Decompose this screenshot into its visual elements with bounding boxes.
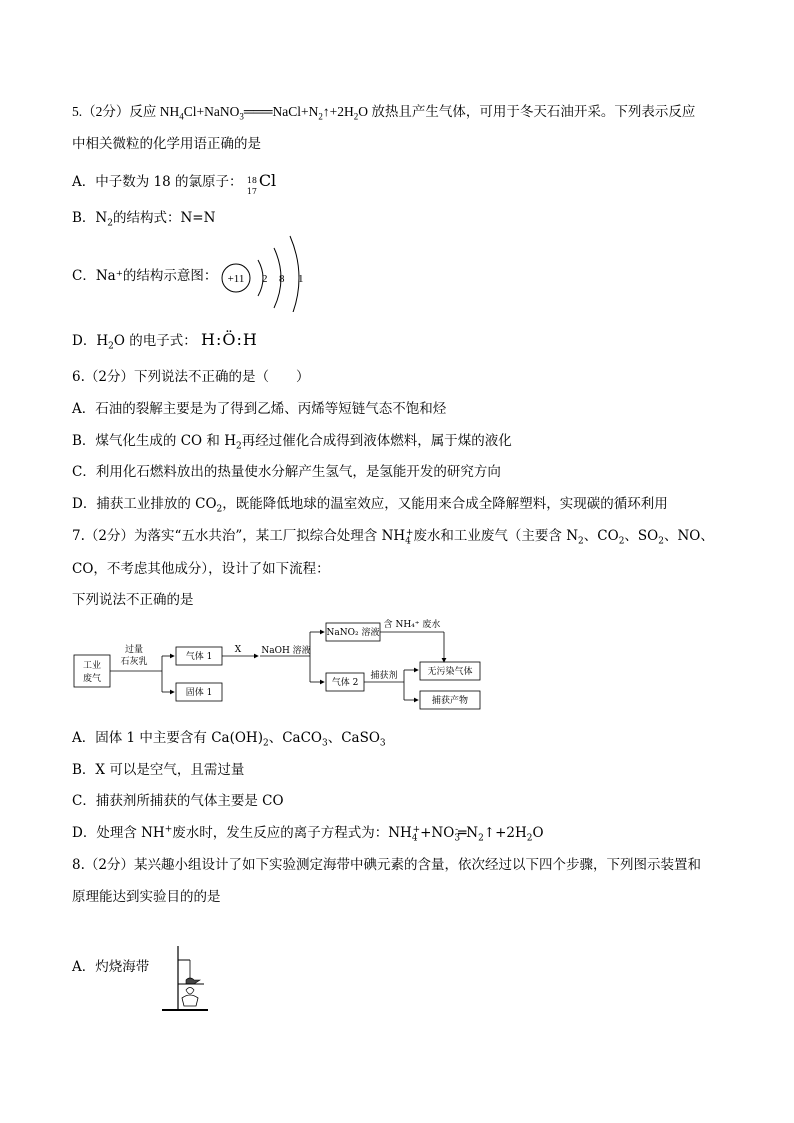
gas1-label: 气体 1 <box>185 652 213 662</box>
nh4-waste-label: 含 NH₄⁺ 废水 <box>383 620 441 630</box>
q8-stem-line2: 原理能达到实验目的的是 <box>72 889 221 905</box>
q8-option-a: A．灼烧海带 <box>72 959 150 975</box>
q7-option-d: D．处理含 NH+废水时，发生反应的离子方程式为：$NH_4^++NO_3^-═N_2↑+2H_2O$ <box>72 824 544 844</box>
x-label: X <box>234 645 242 655</box>
sodium-ion-structure-diagram <box>218 232 318 312</box>
shell-1-electrons: 2 <box>262 273 268 285</box>
waste-gas-label-1: 工业 <box>82 661 102 671</box>
q6-option-a: A．石油的裂解主要是为了得到乙烯、丙烯等短链气态不饱和烃 <box>72 401 447 417</box>
q7-option-b: B．X 可以是空气，且需过量 <box>72 762 245 778</box>
shell-2-electrons: 8 <box>279 273 285 285</box>
shell-3-electrons: 1 <box>298 273 304 285</box>
q7-stem-line1: 7.（2分）为落实“五水共治”，某工厂拟综合处理含 $NH_4^+$废水和工业废气（主要含 $N_2$、$CO_2$、$SO_2$、NO、 <box>72 527 714 547</box>
naoh-label: NaOH 溶液 <box>261 646 311 656</box>
capture-agent-label: 捕获剂 <box>370 671 398 681</box>
captured-product-label: 捕获产物 <box>431 696 469 706</box>
waste-gas-label-2: 废气 <box>82 674 102 684</box>
q5-option-b: B．$N_2$的结构式：N=N <box>72 210 216 229</box>
solid1-label: 固体 1 <box>185 688 213 698</box>
chlorine-symbol: Cl <box>258 171 277 190</box>
q5-option-a: A．中子数为 18 的氯原子： 18 17 Cl <box>72 172 276 192</box>
process-flow-diagram <box>72 612 512 722</box>
nano2-label: NaNO₂ 溶液 <box>326 628 380 638</box>
clean-gas-label: 无污染气体 <box>427 667 473 677</box>
excess-label-1: 过量 <box>124 645 144 655</box>
q7-option-c: C．捕获剂所捕获的气体主要是 CO <box>72 793 284 809</box>
q5-stem-line1: 5.（2分）反应 $NH_4Cl+NaNO_3═══NaCl+N_2↑+2H_2O$ 放热且产生气体，可用于冬天石油开采。下列表示反应 <box>72 104 696 122</box>
gas2-label: 气体 2 <box>331 678 359 688</box>
q5-option-d: D．$H_2O$ 的电子式： H:Ö:H <box>72 330 258 352</box>
nucleus-charge: +11 <box>227 273 245 285</box>
excess-label-2: 石灰乳 <box>120 657 148 667</box>
q7-stem-line3: 下列说法不正确的是 <box>72 592 194 608</box>
q6-option-b: B．煤气化生成的 CO 和 $H_2$再经过催化合成得到液体燃料，属于煤的液化 <box>72 433 512 452</box>
q7-option-a: A．固体 1 中主要含有 $Ca(OH)_2$、CaCO$_3$、CaSO$_3$ <box>72 730 386 749</box>
q5-stem-line2: 中相关微粒的化学用语正确的是 <box>72 136 261 152</box>
q5-option-c: C．Na⁺的结构示意图： <box>72 268 218 284</box>
q7-stem-line2: CO，不考虑其他成分），设计了如下流程： <box>72 561 330 577</box>
water-electron-formula: H:Ö:H <box>201 330 258 349</box>
atomic-number: 17 <box>246 186 257 196</box>
q8-stem-line1: 8.（2分）某兴趣小组设计了如下实验测定海带中碘元素的含量，依次经过以下四个步骤，下列图示装置和 <box>72 857 701 873</box>
q6-stem: 6.（2分）下列说法不正确的是（ ） <box>72 369 310 385</box>
mass-number: 18 <box>246 175 257 185</box>
q6-option-d: D．捕获工业排放的 $CO_2$，既能降低地球的温室效应，又能用来合成全降解塑料，实现碳的循环利用 <box>72 496 668 515</box>
q6-option-c: C．利用化石燃料放出的热量使水分解产生氢气，是氢能开发的研究方向 <box>72 464 501 480</box>
burning-apparatus-icon <box>156 940 216 1015</box>
